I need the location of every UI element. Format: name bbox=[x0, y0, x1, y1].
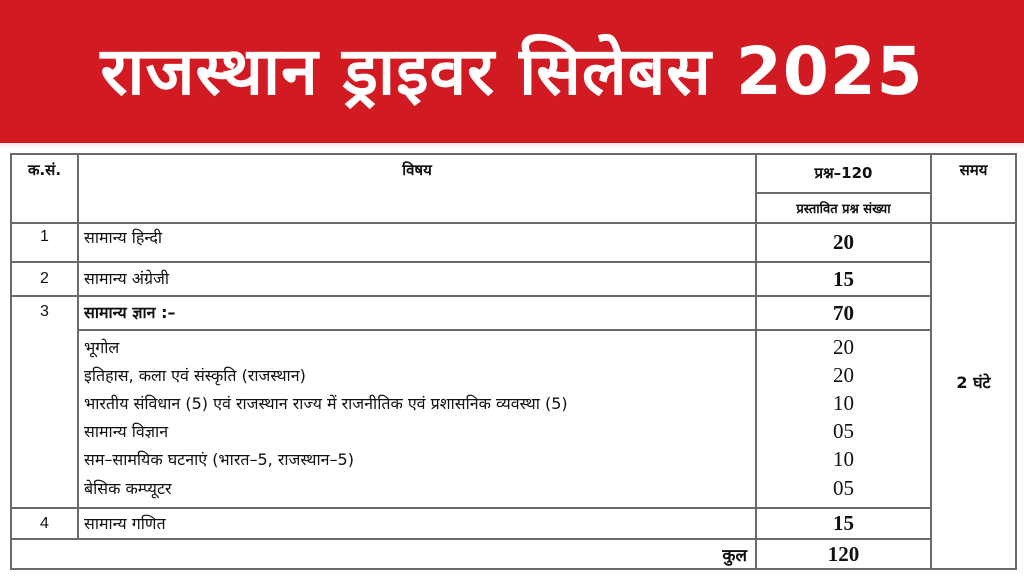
row-serial: 4 bbox=[40, 514, 49, 532]
row-count: 20 bbox=[833, 230, 854, 254]
page-title: राजस्थान ड्राइवर सिलेबस 2025 bbox=[100, 32, 924, 110]
total-label: कुल bbox=[722, 545, 747, 566]
table-bottom-border bbox=[10, 568, 1017, 570]
header-time: समय bbox=[959, 161, 988, 179]
gk-subtopic-count: 05 bbox=[833, 418, 854, 443]
total-count: 120 bbox=[827, 541, 860, 566]
row-subject: सामान्य ज्ञान :– bbox=[84, 303, 176, 322]
header-questions-total: प्रश्न–120 bbox=[814, 164, 873, 182]
row-serial: 1 bbox=[40, 228, 49, 245]
row-count: 15 bbox=[833, 511, 854, 535]
gk-subtopic-count: 10 bbox=[833, 446, 854, 471]
gk-subtopic-count: 20 bbox=[833, 362, 854, 387]
time-value: 2 घंटे bbox=[956, 373, 991, 392]
gk-subtopic: भारतीय संविधान (5) एवं राजस्थान राज्य में राजनीतिक एवं प्रशासनिक व्यवस्था (5) bbox=[84, 394, 568, 413]
row-subject: सामान्य गणित bbox=[84, 513, 166, 533]
header-serial: क.सं. bbox=[27, 161, 62, 179]
row-subject: सामान्य हिन्दी bbox=[84, 228, 162, 247]
row-count: 70 bbox=[833, 300, 854, 325]
gk-subtopic: भूगोल bbox=[84, 338, 120, 357]
row-count: 15 bbox=[833, 266, 854, 291]
row-divider bbox=[77, 329, 931, 331]
table-top-border bbox=[10, 153, 1017, 155]
gk-subtopic-count: 05 bbox=[833, 475, 854, 500]
gk-subtopic-count: 10 bbox=[833, 390, 854, 415]
gk-subtopic: सामान्य विज्ञान bbox=[84, 422, 169, 441]
row-serial: 3 bbox=[40, 303, 49, 320]
row-subject: सामान्य अंग्रेजी bbox=[84, 269, 170, 288]
gk-subtopic: इतिहास, कला एवं संस्कृति (राजस्थान) bbox=[84, 366, 306, 385]
gk-subtopic: सम–सामयिक घटनाएं (भारत–5, राजस्थान–5) bbox=[84, 450, 354, 469]
header-subject: विषय bbox=[402, 161, 432, 179]
gk-subtopic: बेसिक कम्प्यूटर bbox=[84, 479, 172, 498]
header-questions-proposed: प्रस्तावित प्रश्न संख्या bbox=[796, 202, 891, 217]
table-right-border bbox=[1015, 153, 1017, 570]
table-left-border bbox=[10, 153, 12, 570]
row-serial: 2 bbox=[40, 270, 49, 287]
gk-subtopic-count: 20 bbox=[833, 334, 854, 359]
